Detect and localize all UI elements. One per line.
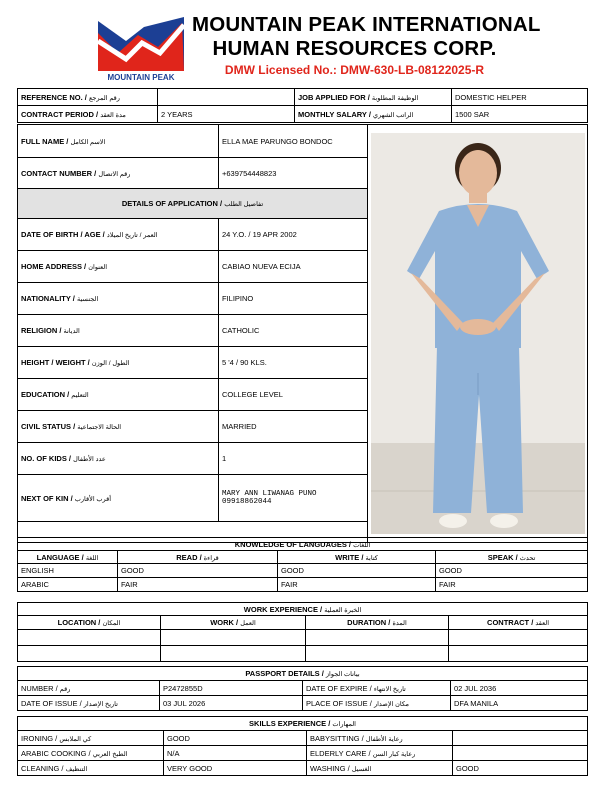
work-experience-header: WORK EXPERIENCE / الخبرة العملية <box>18 603 588 616</box>
language-col-header: LANGUAGE / اللغة <box>18 551 118 564</box>
next-of-kin-phone: 09918862044 <box>222 498 272 506</box>
language-speak: FAIR <box>436 578 588 592</box>
language-read: GOOD <box>118 564 278 578</box>
passport-table <box>17 666 588 711</box>
elderly-care-label: ELDERLY CARE / رعاية كبار السن <box>307 746 453 761</box>
logo-wordmark: MOUNTAIN PEAK <box>107 73 175 82</box>
contact-value: +639754448823 <box>219 158 368 189</box>
salary-value: 1500 SAR <box>452 106 588 123</box>
passport-issue-value: 03 JUL 2026 <box>160 696 303 711</box>
arabic-cooking-value: N/A <box>164 746 307 761</box>
language-name: ENGLISH <box>18 564 118 578</box>
skills-table <box>17 716 588 776</box>
languages-table <box>17 537 588 592</box>
education-value: COLLEGE LEVEL <box>219 379 368 411</box>
full-name-value: ELLA MAE PARUNGO BONDOC <box>219 125 368 158</box>
next-of-kin-name: MARY ANN LIWANAG PUNO <box>222 490 317 498</box>
job-label: JOB APPLIED FOR / الوظيفة المطلوبة <box>295 89 452 106</box>
height-weight-value: 5 '4 / 90 KLS. <box>219 347 368 379</box>
language-row <box>18 564 588 578</box>
write-col-header: WRITE / كتابة <box>278 551 436 564</box>
passport-expire-label: DATE OF EXPIRE / تاريخ الانتهاء <box>303 681 451 696</box>
languages-header: KNOWLEDGE OF LANGUAGES / اللغات <box>18 538 588 551</box>
contract-col-header: CONTRACT / العقد <box>449 616 588 630</box>
work-experience-table <box>17 602 588 662</box>
babysitting-value <box>453 731 588 746</box>
company-name-line1: MOUNTAIN PEAK INTERNATIONAL <box>192 13 541 36</box>
passport-place-value: DFA MANILA <box>451 696 588 711</box>
religion-value: CATHOLIC <box>219 315 368 347</box>
passport-expire-value: 02 JUL 2036 <box>451 681 588 696</box>
work-col-header: WORK / العمل <box>161 616 306 630</box>
language-write: FAIR <box>278 578 436 592</box>
contact-label: CONTACT NUMBER / رقم الاتصال <box>18 158 219 189</box>
address-label: HOME ADDRESS / العنوان <box>18 251 219 283</box>
nationality-value: FILIPINO <box>219 283 368 315</box>
passport-place-label: PLACE OF ISSUE / مكان الإصدار <box>303 696 451 711</box>
babysitting-label: BABYSITTING / رعاية الأطفال <box>307 731 453 746</box>
language-name: ARABIC <box>18 578 118 592</box>
full-name-label: FULL NAME / الاسم الكامل <box>18 125 219 158</box>
details-section-header: DETAILS OF APPLICATION / تفاصيل الطلب <box>18 189 368 219</box>
applicant-photo <box>371 133 585 534</box>
address-value: CABIAO NUEVA ECIJA <box>219 251 368 283</box>
passport-issue-label: DATE OF ISSUE / تاريخ الإصدار <box>18 696 160 711</box>
applicant-details-table <box>17 124 588 543</box>
washing-label: WASHING / الغسيل <box>307 761 453 776</box>
company-logo <box>96 11 186 87</box>
ironing-value: GOOD <box>164 731 307 746</box>
reference-label: REFERENCE NO. / رقم المرجع <box>18 89 158 106</box>
job-info-table <box>17 88 588 123</box>
reference-value <box>158 89 295 106</box>
read-col-header: READ / قراءة <box>118 551 278 564</box>
passport-number-value: P2472855D <box>160 681 303 696</box>
civil-status-label: CIVIL STATUS / الحالة الاجتماعية <box>18 411 219 443</box>
work-row <box>18 646 588 662</box>
passport-number-label: NUMBER / رقم <box>18 681 160 696</box>
nationality-label: NATIONALITY / الجنسية <box>18 283 219 315</box>
language-write: GOOD <box>278 564 436 578</box>
elderly-care-value <box>453 746 588 761</box>
language-read: FAIR <box>118 578 278 592</box>
dob-value: 24 Y.O. / 19 APR 2002 <box>219 219 368 251</box>
next-of-kin-label: NEXT OF KIN / أقرب الأقارب <box>18 475 219 522</box>
language-speak: GOOD <box>436 564 588 578</box>
company-name-line2: HUMAN RESOURCES CORP. <box>212 37 497 60</box>
job-value: DOMESTIC HELPER <box>452 89 588 106</box>
salary-label: MONTHLY SALARY / الراتب الشهري <box>295 106 452 123</box>
kids-label: NO. OF KIDS / عدد الأطفال <box>18 443 219 475</box>
contract-label: CONTRACT PERIOD / مدة العقد <box>18 106 158 123</box>
photo-cell <box>368 125 588 543</box>
passport-header: PASSPORT DETAILS / بيانات الجواز <box>18 667 588 681</box>
license-number: DMW Licensed No.: DMW-630-LB-08122025-R <box>224 63 485 77</box>
next-of-kin-value <box>219 475 368 522</box>
cleaning-label: CLEANING / التنظيف <box>18 761 164 776</box>
height-weight-label: HEIGHT / WEIGHT / الطول / الوزن <box>18 347 219 379</box>
speak-col-header: SPEAK / تحدث <box>436 551 588 564</box>
language-row <box>18 578 588 592</box>
work-row <box>18 630 588 646</box>
cleaning-value: VERY GOOD <box>164 761 307 776</box>
religion-label: RELIGION / الديانة <box>18 315 219 347</box>
arabic-cooking-label: ARABIC COOKING / الطبخ العربي <box>18 746 164 761</box>
location-col-header: LOCATION / المكان <box>18 616 161 630</box>
washing-value: GOOD <box>453 761 588 776</box>
ironing-label: IRONING / كي الملابس <box>18 731 164 746</box>
letterhead <box>96 11 541 87</box>
contract-value: 2 YEARS <box>158 106 295 123</box>
dob-label: DATE OF BIRTH / AGE / العمر / تاريخ الميلاد <box>18 219 219 251</box>
education-label: EDUCATION / التعليم <box>18 379 219 411</box>
skills-header: SKILLS EXPERIENCE / المهارات <box>18 717 588 731</box>
civil-status-value: MARRIED <box>219 411 368 443</box>
duration-col-header: DURATION / المدة <box>306 616 449 630</box>
kids-value: 1 <box>219 443 368 475</box>
